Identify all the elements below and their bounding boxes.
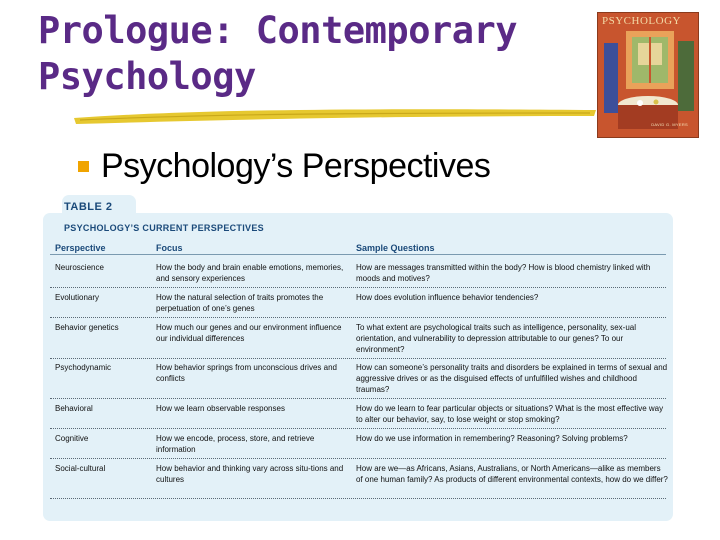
cell-focus: How the natural selection of traits promotes the perpetuation of one’s genes bbox=[156, 293, 324, 313]
bullet-square-icon bbox=[78, 161, 89, 172]
column-header-sample-questions: Sample Questions bbox=[356, 243, 435, 253]
row-divider bbox=[50, 428, 666, 429]
table-number: TABLE 2 bbox=[64, 201, 113, 213]
cell-perspective: Evolutionary bbox=[55, 293, 100, 302]
book-author: DAVID G. MYERS bbox=[651, 122, 688, 127]
row-divider bbox=[50, 317, 666, 318]
cell-perspective: Psychodynamic bbox=[55, 363, 112, 372]
cell-perspective: Behavior genetics bbox=[55, 323, 119, 332]
row-divider bbox=[50, 287, 666, 288]
row-divider bbox=[50, 498, 666, 499]
row-divider bbox=[50, 398, 666, 399]
cell-perspective: Neuroscience bbox=[55, 263, 104, 272]
cell-questions: How are messages transmitted within the body? How is blood chemistry linked with moods and motives? bbox=[356, 263, 651, 283]
cell-questions: How do we learn to fear particular objects or situations? What is the most effective way to alter our behavior, say, to lose weight or stop smoking? bbox=[356, 404, 664, 424]
bullet-text: Psychology’s Perspectives bbox=[101, 147, 491, 185]
slide-title bbox=[38, 8, 598, 100]
book-title: PSYCHOLOGY bbox=[602, 15, 681, 27]
book-cover-painting bbox=[598, 13, 698, 137]
cell-perspective: Cognitive bbox=[55, 434, 89, 443]
book-cover-image bbox=[597, 12, 699, 138]
title-line-2: Psychology bbox=[38, 55, 256, 98]
bullet-item bbox=[78, 147, 490, 186]
row-divider bbox=[50, 358, 666, 359]
title-line-1: Prologue: Contemporary bbox=[38, 9, 518, 52]
cell-focus: How behavior springs from unconscious drives and conflicts bbox=[156, 363, 337, 383]
cell-perspective: Social-cultural bbox=[55, 464, 106, 473]
cell-focus: How the body and brain enable emotions, memories, and sensory experiences bbox=[156, 263, 344, 283]
row-divider bbox=[50, 458, 666, 459]
cell-questions: How do we use information in remembering? Reasoning? Solving problems? bbox=[356, 434, 628, 443]
cell-questions: How can someone’s personality traits and disorders be explained in terms of sexual and aggressive drives or as the disguised effects of unfulfilled wishes and childhood traumas? bbox=[356, 363, 668, 394]
column-header-focus: Focus bbox=[156, 243, 183, 253]
cell-focus: How much our genes and our environment influence our individual differences bbox=[156, 323, 342, 343]
cell-focus: How we learn observable responses bbox=[156, 404, 285, 413]
cell-focus: How behavior and thinking vary across situ-tions and cultures bbox=[156, 464, 344, 484]
header-rule bbox=[50, 254, 666, 255]
cell-focus: How we encode, process, store, and retrieve information bbox=[156, 434, 315, 454]
cell-perspective: Behavioral bbox=[55, 404, 93, 413]
column-header-perspective: Perspective bbox=[55, 243, 106, 253]
table-caption: PSYCHOLOGY’S CURRENT PERSPECTIVES bbox=[64, 223, 264, 233]
cell-questions: How are we—as Africans, Asians, Australians, or North Americans—alike as members of one human family? As products of different environmental contexts, how do we differ? bbox=[356, 464, 668, 484]
cell-questions: To what extent are psychological traits such as intelligence, personality, sex-ual orientation, and vulnerability to depression attributable to our genes? To our environment? bbox=[356, 323, 636, 354]
title-underline-brushstroke bbox=[70, 104, 600, 126]
cell-questions: How does evolution influence behavior tendencies? bbox=[356, 293, 539, 302]
